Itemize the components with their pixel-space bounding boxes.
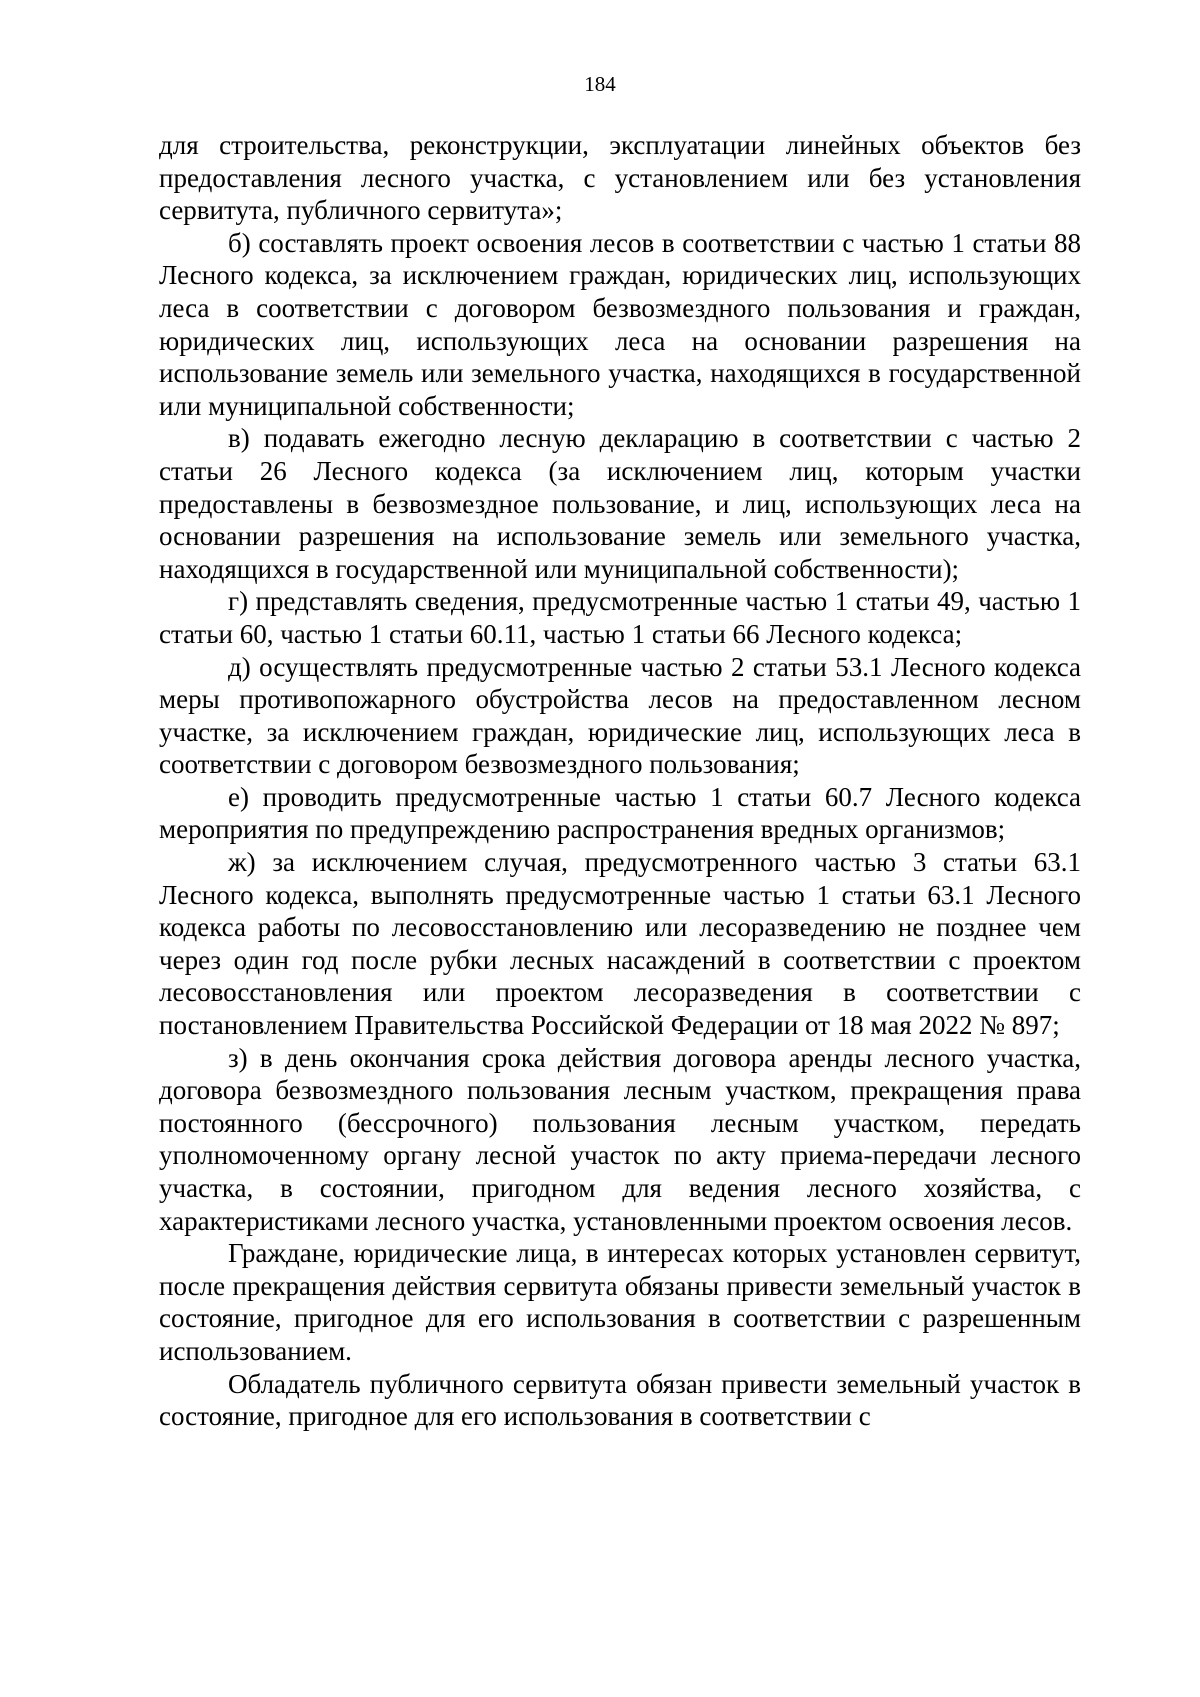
paragraph-item-d: д) осуществлять предусмотренные частью 2 статьи 53.1 Лесного кодекса меры противопожарного обустройства лесов на предоставленном лесном участке, за исключением граждан, юридические лиц, использующих леса в соответствии с договором безвозмездного пользования; — [159, 651, 1081, 780]
document-body — [159, 129, 1081, 1433]
paragraph-item-v: в) подавать ежегодно лесную декларацию в соответствии с частью 2 статьи 26 Лесного кодекса (за исключением лиц, которым участки предоставлены в безвозмездное пользование, и лиц, использующих леса на основании разрешения на использование земель или земельного участка, находящихся в государственной или муниципальной собственности); — [159, 423, 1081, 584]
paragraph-item-g: г) представлять сведения, предусмотренные частью 1 статьи 49, частью 1 статьи 60, частью 1 статьи 60.11, частью 1 статьи 66 Лесного кодекса; — [159, 586, 1081, 649]
paragraph-item-b: б) составлять проект освоения лесов в соответствии с частью 1 статьи 88 Лесного кодекса, за исключением граждан, юридических лиц, использующих леса в соответствии с договором безвозмездного пользования и граждан, юридических лиц, использующих леса на основании разрешения на использование земель или земельного участка, находящихся в государственной или муниципальной собственности; — [159, 227, 1081, 421]
paragraph-item-z: з) в день окончания срока действия договора аренды лесного участка, договора безвозмездного пользования лесным участком, прекращения права постоянного (бессрочного) пользования лесным участком, передать уполномоченному органу лесной участок по акту приема-передачи лесного участка, в состоянии, пригодном для ведения лесного хозяйства, с характеристиками лесного участка, установленными проектом освоения лесов. — [159, 1042, 1081, 1236]
paragraph-servitude-holders: Граждане, юридические лица, в интересах которых установлен сервитут, после прекращения действия сервитута обязаны привести земельный участок в состояние, пригодное для его использования в соответствии с разрешенным использованием. — [159, 1238, 1081, 1366]
paragraph-continuation: для строительства, реконструкции, эксплуатации линейных объектов без предоставления лесного участка, с установлением или без установления сервитута, публичного сервитута»; — [159, 130, 1081, 226]
paragraph-item-e: е) проводить предусмотренные частью 1 статьи 60.7 Лесного кодекса мероприятия по предупреждению распространения вредных организмов; — [159, 781, 1081, 845]
page-number: 184 — [584, 72, 616, 96]
paragraph-public-servitude-holder: Обладатель публичного сервитута обязан привести земельный участок в состояние, пригодное для его использования в соответствии с — [159, 1368, 1081, 1432]
paragraph-item-zh: ж) за исключением случая, предусмотренного частью 3 статьи 63.1 Лесного кодекса, выполнять предусмотренные частью 1 статьи 63.1 Лесного кодекса работы по лесовосстановлению или лесоразведению не позднее чем через один год после рубки лесных насаждений в соответствии с проектом лесовосстановления или проектом лесоразведения в соответствии с постановлением Правительства Российской Федерации от 18 мая 2022 № 897; — [159, 847, 1081, 1041]
